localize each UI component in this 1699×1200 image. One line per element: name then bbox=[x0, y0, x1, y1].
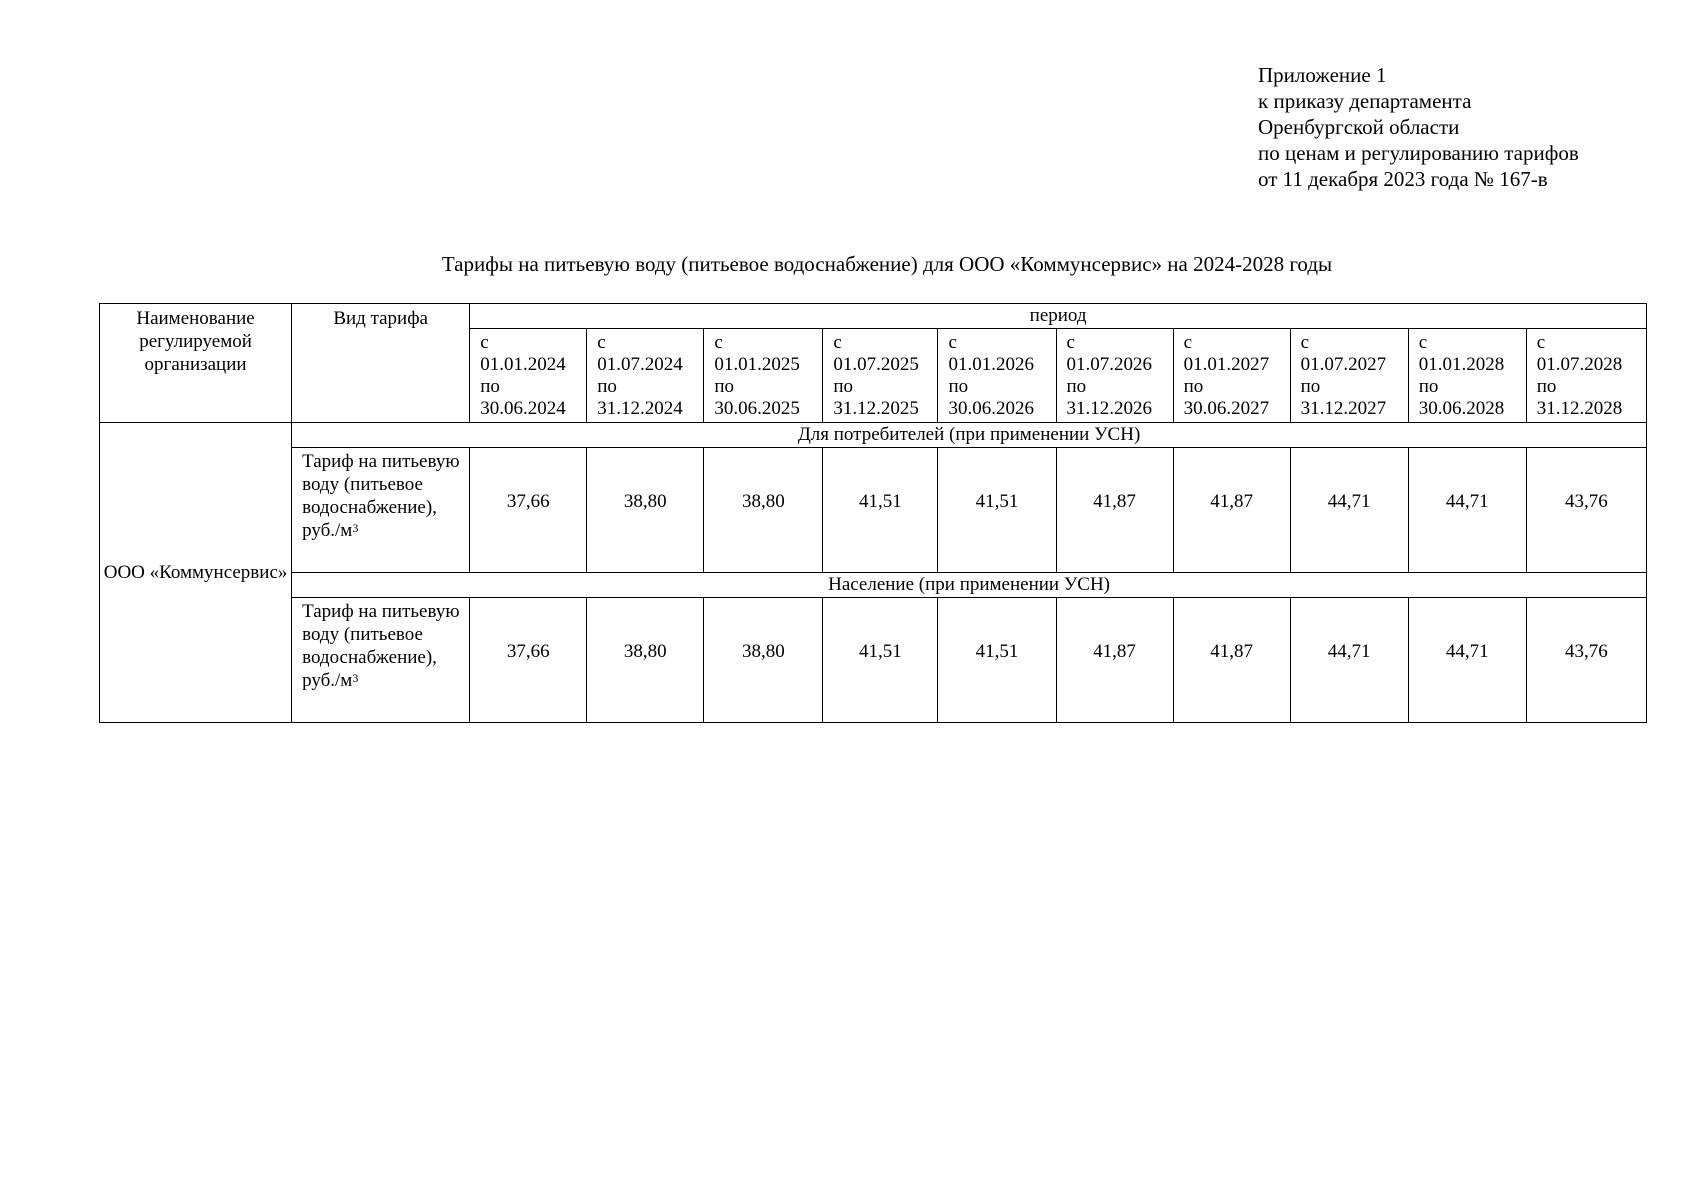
tariff-value: 44,71 bbox=[1408, 598, 1526, 723]
period-cell bbox=[1056, 329, 1173, 423]
period-to-label: по bbox=[714, 376, 734, 397]
tariff-row bbox=[100, 448, 1647, 573]
tariff-value: 41,51 bbox=[938, 448, 1056, 573]
tariff-value: 41,87 bbox=[1056, 448, 1173, 573]
header-period: период bbox=[470, 304, 1647, 329]
period-to-label: по bbox=[1066, 376, 1087, 397]
period-to: 31.12.2026 bbox=[1066, 398, 1153, 419]
header-tariff-kind: Вид тарифа bbox=[292, 304, 470, 423]
tariff-table bbox=[99, 303, 1647, 723]
period-to: 30.06.2026 bbox=[948, 398, 1034, 419]
header-organization: Наименование регулируемой организации bbox=[100, 304, 292, 423]
appendix-line: Приложение 1 bbox=[1258, 63, 1387, 87]
period-cell bbox=[1290, 329, 1408, 423]
tariff-value: 43,76 bbox=[1526, 598, 1646, 723]
period-to-label: по bbox=[1536, 376, 1557, 397]
period-from: 01.01.2028 bbox=[1418, 354, 1505, 375]
period-cell bbox=[823, 329, 938, 423]
period-cell bbox=[1408, 329, 1526, 423]
tariff-value: 38,80 bbox=[704, 448, 823, 573]
organization-name: ООО «Коммунсервис» bbox=[100, 423, 292, 723]
period-from-label: с bbox=[1183, 332, 1193, 353]
period-from: 01.01.2024 bbox=[480, 354, 566, 375]
tariff-value: 41,51 bbox=[938, 598, 1056, 723]
period-from: 01.07.2028 bbox=[1536, 354, 1623, 375]
period-from: 01.01.2026 bbox=[948, 354, 1034, 375]
period-from-label: с bbox=[1300, 332, 1310, 353]
period-to: 30.06.2027 bbox=[1183, 398, 1270, 419]
tariff-value: 38,80 bbox=[587, 598, 704, 723]
tariff-kind-superscript: 3 bbox=[352, 671, 359, 685]
tariff-value: 41,87 bbox=[1056, 598, 1173, 723]
tariff-kind-superscript: 3 bbox=[352, 521, 359, 535]
tariff-value: 43,76 bbox=[1526, 448, 1646, 573]
tariff-value: 41,51 bbox=[823, 598, 938, 723]
tariff-value: 41,51 bbox=[823, 448, 938, 573]
period-cell bbox=[587, 329, 704, 423]
tariff-value: 38,80 bbox=[587, 448, 704, 573]
period-to: 30.06.2028 bbox=[1418, 398, 1505, 419]
period-from: 01.01.2027 bbox=[1183, 354, 1270, 375]
period-cell bbox=[938, 329, 1056, 423]
period-from-label: с bbox=[1418, 332, 1428, 353]
tariff-kind-text: Тариф на питьевую воду (питьевое водоснабжение), руб./м bbox=[302, 451, 460, 541]
period-to-label: по bbox=[1418, 376, 1439, 397]
period-from: 01.07.2027 bbox=[1300, 354, 1387, 375]
period-cell bbox=[470, 329, 587, 423]
period-to-label: по bbox=[480, 376, 500, 397]
period-to-label: по bbox=[1300, 376, 1321, 397]
document-title: Тарифы на питьевую воду (питьевое водоснабжение) для ООО «Коммунсервис» на 2024-2028 годы bbox=[441, 252, 1333, 276]
period-from-label: с bbox=[480, 332, 489, 353]
tariff-row bbox=[100, 598, 1647, 723]
period-from-label: с bbox=[948, 332, 957, 353]
tariff-value: 44,71 bbox=[1290, 598, 1408, 723]
group-title: Население (при применении УСН) bbox=[292, 573, 1647, 598]
group-title-row bbox=[100, 573, 1647, 598]
period-to-label: по bbox=[948, 376, 969, 397]
tariff-kind bbox=[292, 598, 470, 723]
period-from-label: с bbox=[597, 332, 606, 353]
period-from-label: с bbox=[1536, 332, 1546, 353]
tariff-value: 38,80 bbox=[704, 598, 823, 723]
period-from: 01.01.2025 bbox=[714, 354, 800, 375]
period-to: 30.06.2025 bbox=[714, 398, 800, 419]
period-to: 31.12.2025 bbox=[833, 398, 919, 419]
tariff-value: 44,71 bbox=[1290, 448, 1408, 573]
appendix-line: Оренбургской области bbox=[1258, 115, 1460, 139]
period-to: 31.12.2027 bbox=[1300, 398, 1387, 419]
tariff-value: 41,87 bbox=[1173, 448, 1290, 573]
period-to-label: по bbox=[833, 376, 854, 397]
tariff-value: 37,66 bbox=[470, 598, 587, 723]
period-from: 01.07.2025 bbox=[833, 354, 919, 375]
appendix-block bbox=[1258, 62, 1579, 192]
tariff-value: 37,66 bbox=[470, 448, 587, 573]
header-row bbox=[100, 304, 1647, 329]
period-to: 31.12.2024 bbox=[597, 398, 683, 419]
period-from-label: с bbox=[833, 332, 842, 353]
period-from: 01.07.2024 bbox=[597, 354, 683, 375]
period-to: 31.12.2028 bbox=[1536, 398, 1623, 419]
group-title-row bbox=[100, 423, 1647, 448]
tariff-kind-text: Тариф на питьевую воду (питьевое водоснабжение), руб./м bbox=[302, 601, 460, 691]
period-from-label: с bbox=[1066, 332, 1075, 353]
period-to-label: по bbox=[597, 376, 617, 397]
period-cell bbox=[1526, 329, 1646, 423]
period-cell bbox=[704, 329, 823, 423]
period-to-label: по bbox=[1183, 376, 1204, 397]
appendix-line: от 11 декабря 2023 года № 167-в bbox=[1258, 167, 1548, 191]
period-to: 30.06.2024 bbox=[480, 398, 566, 419]
appendix-line: по ценам и регулированию тарифов bbox=[1258, 141, 1579, 165]
tariff-value: 41,87 bbox=[1173, 598, 1290, 723]
period-from-label: с bbox=[714, 332, 723, 353]
period-from: 01.07.2026 bbox=[1066, 354, 1153, 375]
tariff-value: 44,71 bbox=[1408, 448, 1526, 573]
period-cell bbox=[1173, 329, 1290, 423]
appendix-line: к приказу департамента bbox=[1258, 89, 1472, 113]
group-title: Для потребителей (при применении УСН) bbox=[292, 423, 1647, 448]
tariff-kind bbox=[292, 448, 470, 573]
